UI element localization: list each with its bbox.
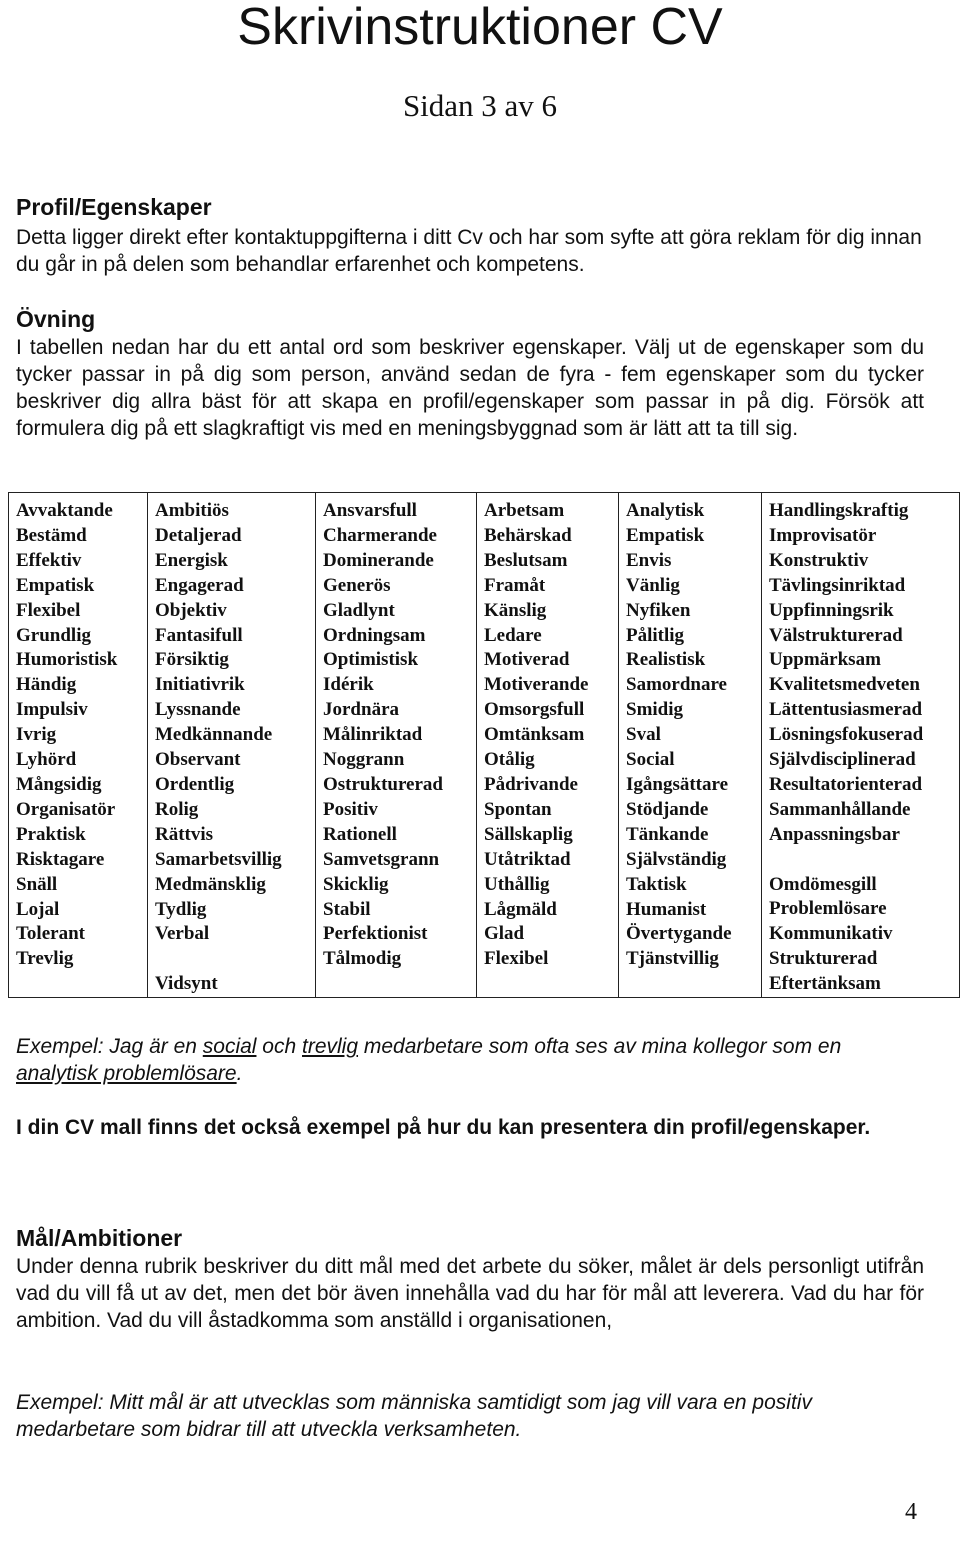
- traits-column: [316, 493, 477, 998]
- trait-word: Positiv: [323, 798, 378, 820]
- trait-word: Problemlösare: [769, 898, 887, 920]
- trait-word: Utåtriktad: [484, 848, 571, 870]
- trait-word: Social: [626, 749, 675, 771]
- trait-word: Lyhörd: [16, 749, 77, 771]
- example-keyword: analytisk problemlösare: [16, 1062, 237, 1085]
- trait-word: Fantasifull: [155, 624, 243, 646]
- trait-word: Medmänsklig: [155, 873, 266, 895]
- trait-word: Noggrann: [323, 749, 405, 771]
- trait-word: Smidig: [626, 699, 684, 721]
- trait-word: Beslutsam: [484, 549, 568, 571]
- trait-word: Händig: [16, 674, 77, 696]
- trait-word: [769, 848, 959, 873]
- page-number: 4: [905, 1499, 917, 1525]
- trait-word: Flexibel: [484, 948, 549, 970]
- trait-word: Grundlig: [16, 624, 91, 646]
- trait-word: Ledare: [484, 624, 542, 646]
- trait-word: Lyssnande: [155, 699, 241, 721]
- trait-word: Jordnära: [323, 699, 399, 721]
- trait-word: Engagerad: [155, 574, 244, 596]
- trait-word: Humanist: [626, 898, 707, 920]
- trait-word: Lojal: [16, 898, 60, 920]
- trait-word: Vidsynt: [155, 973, 218, 995]
- trait-word: Tålmodig: [323, 948, 402, 970]
- trait-word: Känslig: [484, 599, 547, 621]
- goals-example: Exempel: Mitt mål är att utvecklas som människa samtidigt som jag vill vara en positiv medarbetare som bidrar till att utveckla verksamheten.: [16, 1391, 812, 1441]
- trait-word: Ostrukturerad: [323, 773, 443, 795]
- trait-word: Sällskaplig: [484, 823, 573, 845]
- trait-word: Omtänksam: [484, 724, 585, 746]
- trait-word: Kommunikativ: [769, 923, 893, 945]
- trait-word: Optimistisk: [323, 649, 419, 671]
- trait-word: Välstrukturerad: [769, 624, 903, 646]
- trait-word: Rationell: [323, 823, 397, 845]
- trait-word: Humoristisk: [16, 649, 118, 671]
- trait-word: Dominerande: [323, 549, 434, 571]
- trait-word: Stödjande: [626, 798, 709, 820]
- trait-word: Lösningsfokuserad: [769, 724, 924, 746]
- trait-word: Arbetsam: [484, 500, 565, 521]
- trait-word: Envis: [626, 549, 672, 571]
- trait-word: Omdömesgill: [769, 873, 877, 895]
- trait-word: Ambitiös: [155, 500, 229, 521]
- trait-word: Sammanhållande: [769, 798, 911, 820]
- page-indicator: Sidan 3 av 6: [402, 88, 558, 123]
- trait-word: Snäll: [16, 873, 58, 895]
- exercise-instructions: I tabellen nedan har du ett antal ord som beskriver egenskaper. Välj ut de egenskaper som du tycker passar in på dig som person, använd sedan de fyra - fem egenskaper som du tycker beskriver dig allra bäst för att skapa en profil/egenskaper som passar in på dig. Försök att formulera dig på ett slagkraftigt vis med en meningsbyggnad som är lätt att ta till sig.: [16, 336, 924, 440]
- trait-word: Kvalitetsmedveten: [769, 674, 920, 696]
- example-keyword: trevlig: [302, 1035, 359, 1058]
- trait-word: Stabil: [323, 898, 371, 920]
- trait-word: Medkännande: [155, 724, 273, 746]
- trait-word: Risktagare: [16, 848, 105, 870]
- trait-word: Skicklig: [323, 873, 389, 895]
- trait-word: Organisatör: [16, 798, 116, 820]
- trait-word: Tävlingsinriktad: [769, 574, 906, 596]
- trait-word: Tjänstvillig: [626, 948, 719, 970]
- trait-word: Behärskad: [484, 524, 572, 546]
- trait-word: Självdisciplinerad: [769, 749, 916, 771]
- trait-word: Otålig: [484, 749, 535, 771]
- traits-column: [148, 493, 316, 998]
- trait-word: Taktisk: [626, 873, 687, 895]
- trait-word: Trevlig: [16, 948, 74, 970]
- trait-word: Anpassningsbar: [769, 823, 900, 845]
- trait-word: Charmerande: [323, 524, 437, 546]
- trait-word: Pålitlig: [626, 624, 685, 646]
- trait-word: Vänlig: [626, 574, 680, 596]
- trait-word: Uppmärksam: [769, 649, 881, 671]
- cv-template-note: I din CV mall finns det också exempel på hur du kan presentera din profil/egenskaper.: [16, 1116, 871, 1139]
- trait-word: Empatisk: [16, 574, 95, 596]
- traits-table: [8, 492, 960, 998]
- trait-word: Handlingskraftig: [769, 500, 909, 521]
- trait-word: Improvisatör: [769, 524, 877, 546]
- trait-word: Generös: [323, 574, 391, 596]
- trait-word: Initiativrik: [155, 674, 245, 696]
- trait-word: Ansvarsfull: [323, 500, 417, 521]
- trait-word: Omsorgsfull: [484, 699, 585, 721]
- trait-word: Uthållig: [484, 873, 550, 895]
- example-text: och: [256, 1035, 302, 1058]
- traits-column: [762, 493, 960, 998]
- trait-word: Verbal: [155, 923, 210, 945]
- example-keyword: social: [202, 1035, 257, 1058]
- trait-word: [155, 947, 315, 972]
- trait-word: Perfektionist: [323, 923, 428, 945]
- trait-word: Avvaktande: [16, 500, 113, 521]
- trait-word: Tolerant: [16, 923, 85, 945]
- trait-word: Sval: [626, 724, 661, 746]
- trait-word: Ordningsam: [323, 624, 426, 646]
- trait-word: Detaljerad: [155, 524, 242, 546]
- trait-word: Energisk: [155, 549, 228, 571]
- trait-word: Resultatorienterad: [769, 773, 923, 795]
- trait-word: Bestämd: [16, 524, 87, 546]
- example-text: Exempel: Jag är en: [16, 1035, 203, 1058]
- trait-word: Analytisk: [626, 500, 705, 521]
- trait-word: Spontan: [484, 798, 552, 820]
- goals-heading: Mål/Ambitioner: [16, 1225, 183, 1251]
- goals-description: Under denna rubrik beskriver du ditt mål med det arbete du söker, målet är dels personligt utifrån vad du vill få ut av det, men det bör även innehålla vad du har för mål att leverera. Vad du har för ambition. Vad du vill åstadkomma som anställd i organisationen,: [16, 1255, 924, 1332]
- traits-row: [9, 493, 960, 998]
- trait-word: Försiktig: [155, 649, 229, 671]
- trait-word: Rolig: [155, 798, 199, 820]
- traits-column: [9, 493, 148, 998]
- trait-word: Empatisk: [626, 524, 705, 546]
- trait-word: Realistisk: [626, 649, 706, 671]
- example-text: .: [236, 1062, 243, 1085]
- trait-word: Samarbetsvillig: [155, 848, 282, 870]
- trait-word: Framåt: [484, 574, 546, 596]
- trait-word: Praktisk: [16, 823, 86, 845]
- trait-word: Målinriktad: [323, 724, 423, 746]
- profile-heading: Profil/Egenskaper: [16, 194, 212, 220]
- trait-word: Ivrig: [16, 724, 57, 746]
- trait-word: Lågmäld: [484, 898, 557, 920]
- trait-word: Observant: [155, 749, 241, 771]
- trait-word: Uppfinningsrik: [769, 599, 894, 621]
- trait-word: Ordentlig: [155, 773, 235, 795]
- trait-word: Motiverande: [484, 674, 589, 696]
- trait-word: Effektiv: [16, 549, 82, 571]
- traits-column: [619, 493, 762, 998]
- trait-word: Glad: [484, 923, 525, 945]
- document-title: Skrivinstruktioner CV: [237, 0, 723, 56]
- exercise-heading: Övning: [16, 306, 96, 332]
- trait-word: Samordnare: [626, 674, 727, 696]
- trait-word: Idérik: [323, 674, 374, 696]
- trait-word: Nyfiken: [626, 599, 691, 621]
- trait-word: Flexibel: [16, 599, 81, 621]
- trait-word: Gladlynt: [323, 599, 395, 621]
- trait-word: Övertygande: [626, 923, 732, 945]
- trait-word: Självständig: [626, 848, 727, 870]
- trait-word: Samvetsgrann: [323, 848, 440, 870]
- example-text: medarbetare som ofta ses av mina kollegor som en: [358, 1035, 842, 1058]
- traits-column: [477, 493, 619, 998]
- profile-description: Detta ligger direkt efter kontaktuppgifterna i ditt Cv och har som syfte att göra reklam för dig innan du går in på delen som behandlar erfarenhet och kompetens.: [16, 226, 922, 276]
- trait-word: Igångsättare: [626, 773, 729, 795]
- trait-word: Strukturerad: [769, 948, 878, 970]
- trait-word: Motiverad: [484, 649, 570, 671]
- trait-word: Mångsidig: [16, 773, 102, 795]
- trait-word: Impulsiv: [16, 699, 88, 721]
- trait-word: Pådrivande: [484, 773, 578, 795]
- trait-word: Tänkande: [626, 823, 709, 845]
- trait-word: Rättvis: [155, 823, 214, 845]
- trait-word: Eftertänksam: [769, 973, 881, 995]
- trait-word: Konstruktiv: [769, 549, 869, 571]
- trait-word: Objektiv: [155, 599, 227, 621]
- example-profile: [16, 1033, 924, 1087]
- trait-word: Tydlig: [155, 898, 207, 920]
- trait-word: Lättentusiasmerad: [769, 699, 923, 721]
